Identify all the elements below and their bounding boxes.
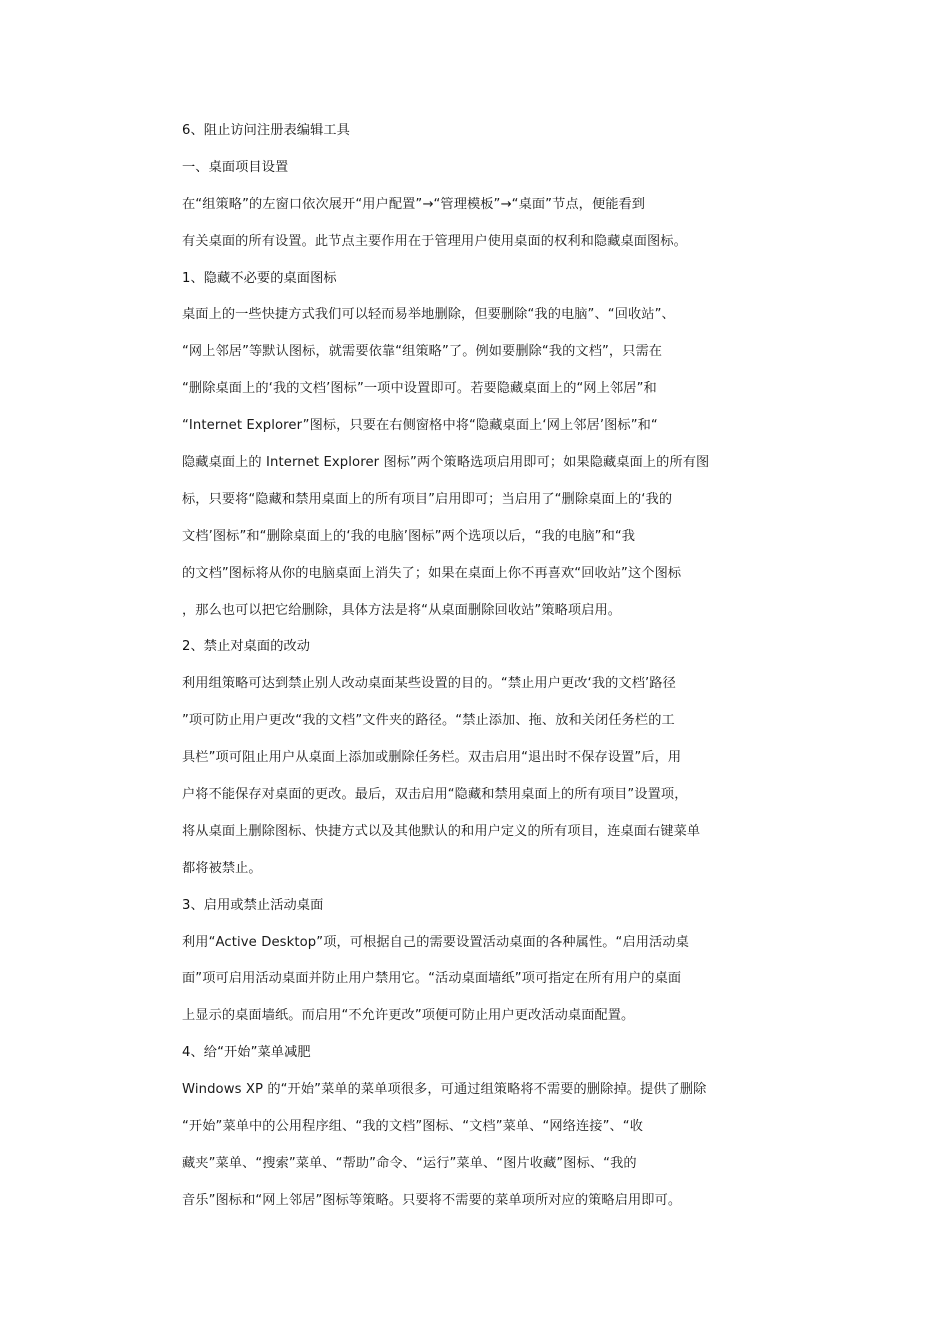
text-line: 上显示的桌面墙纸。而启用“不允许更改”项便可防止用户更改活动桌面配置。 xyxy=(182,1008,635,1024)
text-line: 有关桌面的所有设置。此节点主要作用在于管理用户使用桌面的权利和隐藏桌面图标。 xyxy=(182,233,687,249)
text-line: “网上邻居”等默认图标，就需要依靠“组策略”了。例如要删除“我的文档”，只需在 xyxy=(182,344,663,360)
text-line: 面”项可启用活动桌面并防止用户禁用它。“活动桌面墙纸”项可指定在所有用户的桌面 xyxy=(182,971,682,987)
text-line: “开始”菜单中的公用程序组、“我的文档”图标、“文档”菜单、“网络连接”、“收 xyxy=(182,1119,644,1135)
document-body xyxy=(182,120,782,1227)
text-line: “删除桌面上的‘我的文档’图标”一项中设置即可。若要隐藏桌面上的“网上邻居”和 xyxy=(182,381,657,397)
text-line: 的文档”图标将从你的电脑桌面上消失了；如果在桌面上你不再喜欢“回收站”这个图标 xyxy=(182,565,682,581)
text-line: 都将被禁止。 xyxy=(182,860,262,876)
text-line: 利用“Active Desktop”项，可根据自己的需要设置活动桌面的各种属性。“启用活动桌 xyxy=(182,934,689,950)
section-heading: 1、隐藏不必要的桌面图标 xyxy=(182,270,337,286)
text-line: 桌面上的一些快捷方式我们可以轻而易举地删除，但要删除“我的电脑”、“回收站”、 xyxy=(182,307,675,323)
text-line: ”项可防止用户更改“我的文档”文件夹的路径。“禁止添加、拖、放和关闭任务栏的工 xyxy=(182,713,675,729)
section-heading: 一、桌面项目设置 xyxy=(182,159,289,175)
text-line: 具栏”项可阻止用户从桌面上添加或删除任务栏。双击启用“退出时不保存设置”后，用 xyxy=(182,750,682,766)
text-line: 利用组策略可达到禁止别人改动桌面某些设置的目的。“禁止用户更改‘我的文档’路径 xyxy=(182,676,676,692)
text-line: Windows XP 的“开始”菜单的菜单项很多，可通过组策略将不需要的删除掉。提供了删除 xyxy=(182,1082,707,1098)
section-heading: 4、给“开始”菜单减肥 xyxy=(182,1045,311,1061)
text-line: 标，只要将“隐藏和禁用桌面上的所有项目”启用即可；当启用了“删除桌面上的‘我的 xyxy=(182,491,673,507)
text-line: “Internet Explorer”图标，只要在右侧窗格中将“隐藏桌面上‘网上邻居’图标”和“ xyxy=(182,418,658,434)
text-line: 藏夹”菜单、“搜索”菜单、“帮助”命令、“运行”菜单、“图片收藏”图标、“我的 xyxy=(182,1155,637,1171)
text-line: 户将不能保存对桌面的更改。最后，双击启用“隐藏和禁用桌面上的所有项目”设置项， xyxy=(182,787,688,803)
section-heading: 2、禁止对桌面的改动 xyxy=(182,639,311,655)
text-line: 将从桌面上删除图标、快捷方式以及其他默认的和用户定义的所有项目，连桌面右键菜单 xyxy=(182,823,701,839)
text-line: 隐藏桌面上的 Internet Explorer 图标”两个策略选项启用即可；如果隐藏桌面上的所有图 xyxy=(182,455,710,471)
section-heading: 6、阻止访问注册表编辑工具 xyxy=(182,123,350,138)
section-heading: 3、启用或禁止活动桌面 xyxy=(182,897,324,913)
text-line: 音乐”图标和“网上邻居”图标等策略。只要将不需要的菜单项所对应的策略启用即可。 xyxy=(182,1192,682,1208)
text-line: 文档’图标”和“删除桌面上的‘我的电脑’图标”两个选项以后，“我的电脑”和“我 xyxy=(182,528,636,544)
text-line: ，那么也可以把它给删除，具体方法是将“从桌面删除回收站”策略项启用。 xyxy=(182,602,622,618)
text-line: 在“组策略”的左窗口依次展开“用户配置”→“管理模板”→“桌面”节点，便能看到 xyxy=(182,196,646,212)
